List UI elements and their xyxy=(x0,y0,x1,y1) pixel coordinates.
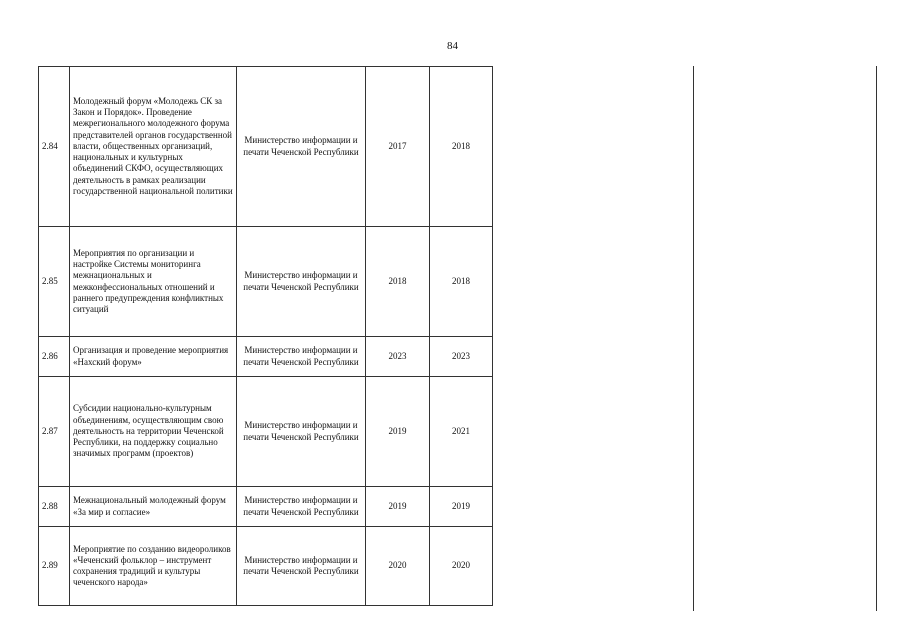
table-row xyxy=(39,527,493,606)
start-year: 2023 xyxy=(366,337,430,377)
table-row xyxy=(39,487,493,527)
activity-description: Межнациональный молодежный форум «За мир и согласие» xyxy=(70,487,237,527)
activity-description: Мероприятие по созданию видеороликов «Чеченский фольклор – инструмент сохранения традиций и культуры чеченского народа» xyxy=(70,527,237,606)
activity-description: Субсидии национально-культурным объединениям, осуществляющим свою деятельность на территории Чеченской Республики, на поддержку социально значимых программ (проектов) xyxy=(70,377,237,487)
table-row xyxy=(39,227,493,337)
end-year: 2018 xyxy=(430,67,493,227)
page-number: 84 xyxy=(447,40,458,52)
responsible-organization: Министерство информации и печати Чеченской Республики xyxy=(237,337,366,377)
activity-description: Молодежный форум «Молодежь СК за Закон и Порядок». Проведение межрегионального молодежного форума представителей органов государственной власти, общественных организаций, национальных и культурных объединений СКФО, осуществляющих деятельность в рамках реализации государственной национальной политики xyxy=(70,67,237,227)
program-table xyxy=(38,66,493,606)
responsible-organization: Министерство информации и печати Чеченской Республики xyxy=(237,487,366,527)
row-number: 2.86 xyxy=(39,337,70,377)
responsible-organization: Министерство информации и печати Чеченской Республики xyxy=(237,227,366,337)
table-row xyxy=(39,67,493,227)
start-year: 2018 xyxy=(366,227,430,337)
end-year: 2018 xyxy=(430,227,493,337)
end-year: 2023 xyxy=(430,337,493,377)
end-year: 2020 xyxy=(430,527,493,606)
activity-description: Организация и проведение мероприятия «Нахский форум» xyxy=(70,337,237,377)
row-number: 2.87 xyxy=(39,377,70,487)
activity-description: Мероприятия по организации и настройке Системы мониторинга межнациональных и межконфессиональных отношений и раннего предупреждения конфликтных ситуаций xyxy=(70,227,237,337)
responsible-organization: Министерство информации и печати Чеченской Республики xyxy=(237,377,366,487)
row-number: 2.89 xyxy=(39,527,70,606)
start-year: 2020 xyxy=(366,527,430,606)
end-year: 2019 xyxy=(430,487,493,527)
row-number: 2.85 xyxy=(39,227,70,337)
row-number: 2.88 xyxy=(39,487,70,527)
start-year: 2017 xyxy=(366,67,430,227)
start-year: 2019 xyxy=(366,377,430,487)
column-divider-line xyxy=(693,66,694,611)
column-divider-line xyxy=(876,66,877,611)
start-year: 2019 xyxy=(366,487,430,527)
end-year: 2021 xyxy=(430,377,493,487)
table-row xyxy=(39,337,493,377)
responsible-organization: Министерство информации и печати Чеченской Республики xyxy=(237,527,366,606)
responsible-organization: Министерство информации и печати Чеченской Республики xyxy=(237,67,366,227)
row-number: 2.84 xyxy=(39,67,70,227)
table-row xyxy=(39,377,493,487)
